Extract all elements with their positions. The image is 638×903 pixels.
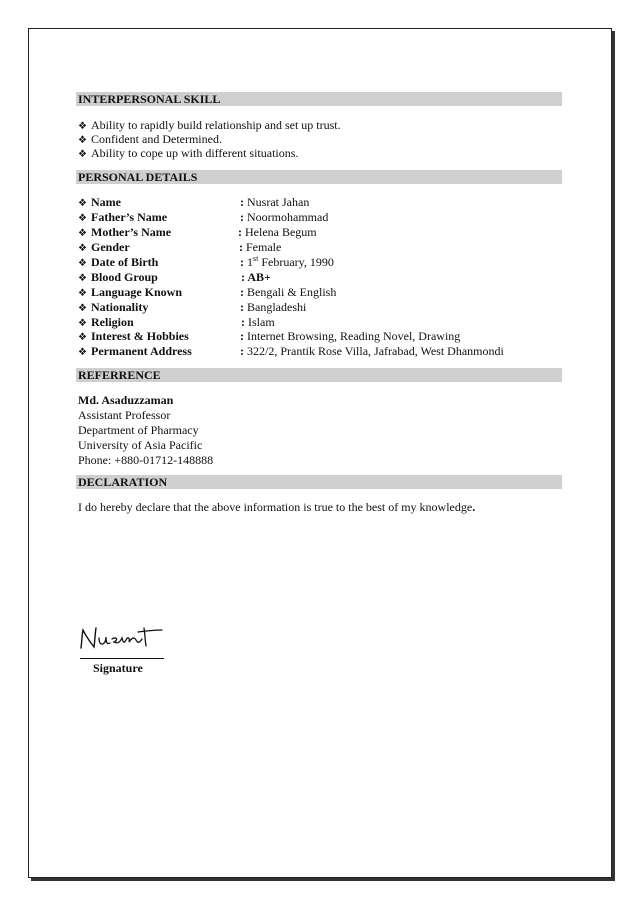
signature-label: Signature <box>93 661 143 675</box>
reference-position: Assistant Professor <box>78 408 171 422</box>
diamond-bullet-icon: ❖ <box>78 135 87 146</box>
reference-phone: Phone: +880-01712-148888 <box>78 453 214 467</box>
section-title: DECLARATION <box>78 475 168 489</box>
signature-image <box>78 622 168 656</box>
section-title: INTERPERSONAL SKILL <box>78 92 221 106</box>
list-item: ❖ Ability to rapidly build relationship and set up trust. <box>78 118 341 132</box>
reference-institution: University of Asia Pacific <box>78 438 203 452</box>
section-header-declaration <box>76 475 562 489</box>
section-header-personal-details <box>76 170 562 184</box>
diamond-bullet-icon: ❖ <box>78 213 87 224</box>
diamond-bullet-icon: ❖ <box>78 288 87 299</box>
diamond-bullet-icon: ❖ <box>78 318 87 329</box>
diamond-bullet-icon: ❖ <box>78 228 87 239</box>
section-title: PERSONAL DETAILS <box>78 170 198 184</box>
signature-line <box>80 658 164 659</box>
declaration-text: I do hereby declare that the above information is true to the best of my knowledge. <box>78 500 476 514</box>
diamond-bullet-icon: ❖ <box>78 347 87 358</box>
diamond-bullet-icon: ❖ <box>78 121 87 132</box>
section-header-reference <box>76 368 562 382</box>
list-item: ❖ Ability to cope up with different situations. <box>78 146 299 160</box>
reference-department: Department of Pharmacy <box>78 423 199 437</box>
diamond-bullet-icon: ❖ <box>78 303 87 314</box>
diamond-bullet-icon: ❖ <box>78 149 87 160</box>
diamond-bullet-icon: ❖ <box>78 332 87 343</box>
reference-name: Md. Asaduzzaman <box>78 393 174 407</box>
section-header-interpersonal-skill <box>76 92 562 106</box>
diamond-bullet-icon: ❖ <box>78 198 87 209</box>
list-item: ❖ Confident and Determined. <box>78 132 222 146</box>
diamond-bullet-icon: ❖ <box>78 258 87 269</box>
diamond-bullet-icon: ❖ <box>78 273 87 284</box>
diamond-bullet-icon: ❖ <box>78 243 87 254</box>
section-title: REFERRENCE <box>78 368 161 382</box>
